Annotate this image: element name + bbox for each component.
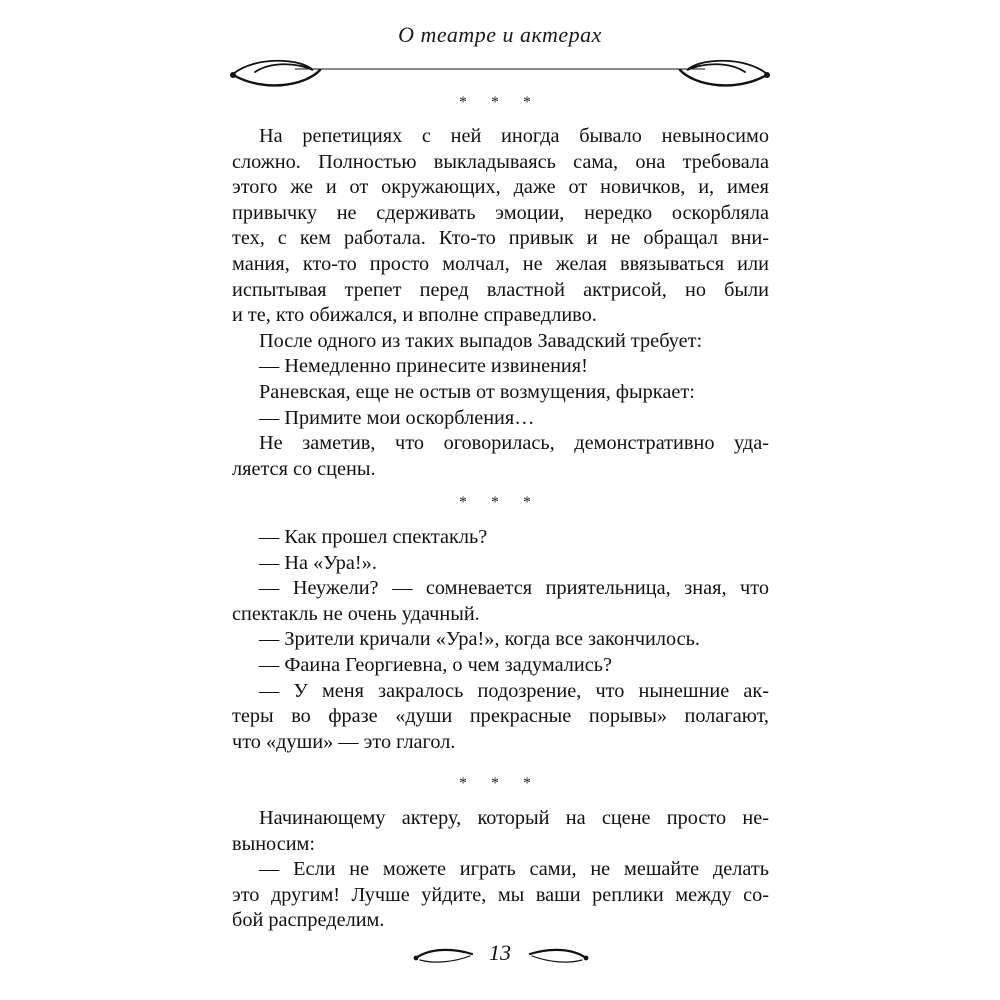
dialogue-line: бой распределим. [232, 909, 385, 932]
dialogue-line: — Если не можете играть сами, не мешайте делать [259, 858, 769, 881]
dialogue-line: — Неужели? — сомневается приятельница, зная, что [259, 577, 769, 600]
section-separator: * * * [459, 775, 541, 792]
paragraph-line: испытывая трепет перед властной актрисой, но были [232, 278, 769, 301]
paragraph-line: После одного из таких выпадов Завадский требует: [259, 329, 703, 352]
paragraph-line: На репетициях с ней иногда бывало невыносимо [259, 125, 769, 147]
dialogue-line: спектакль не очень удачный. [232, 602, 480, 625]
header-ornament-rule [225, 48, 775, 92]
right-flourish-icon [524, 944, 590, 966]
section-1 [232, 124, 769, 482]
paragraph-line: и те, кто обижался, и вполне справедливо. [232, 304, 597, 327]
dialogue-line: это другим! Лучше уйдите, мы ваши реплики между со- [232, 883, 769, 906]
dialogue-line: — У меня закралось подозрение, что нынешние ак- [259, 679, 769, 702]
paragraph-line: тех, с кем работала. Кто-то привык и не обращал вни- [232, 227, 769, 250]
dialogue-line: — Как прошел спектакль? [259, 526, 488, 548]
dialogue-line: — Фаина Георгиевна, о чем задумались? [259, 653, 612, 676]
paragraph-line: Раневская, еще не остыв от возмущения, фыркает: [259, 380, 695, 403]
section-separator: * * * [459, 494, 541, 511]
section-2 [232, 525, 769, 755]
dialogue-line: — Примите мои оскорбления… [259, 406, 535, 429]
dialogue-line: — Немедленно принесите извинения! [259, 355, 588, 378]
dialogue-line: что «души» — это глагол. [232, 730, 456, 753]
dialogue-line: — На «Ура!». [259, 551, 377, 574]
paragraph-line: Не заметив, что оговорилась, демонстративно уда- [259, 432, 769, 455]
dialogue-line: — Зрители кричали «Ура!», когда все закончилось. [259, 628, 700, 651]
paragraph-line: выносим: [232, 832, 316, 855]
section-3 [232, 806, 769, 934]
section-separator: * * * [459, 94, 541, 111]
paragraph-line: мания, кто-то просто молчал, не желая ввязываться или [232, 252, 769, 275]
paragraph-line: сложно. Полностью выкладываясь сама, она требовала [232, 150, 769, 173]
page-number: 13 [489, 940, 511, 965]
paragraph-line: этого же и от окружающих, даже от новичков, и, имея [232, 176, 769, 199]
page-footer [0, 938, 1000, 978]
dialogue-line: теры во фразе «души прекрасные порывы» полагают, [232, 705, 769, 728]
paragraph-line: Начинающему актеру, который на сцене просто не- [259, 807, 769, 829]
paragraph-line: привычку не сдерживать эмоции, нередко оскорбляла [232, 201, 769, 224]
running-header-title: О театре и актерах [398, 22, 602, 47]
paragraph-line: ляется со сцены. [232, 457, 376, 480]
